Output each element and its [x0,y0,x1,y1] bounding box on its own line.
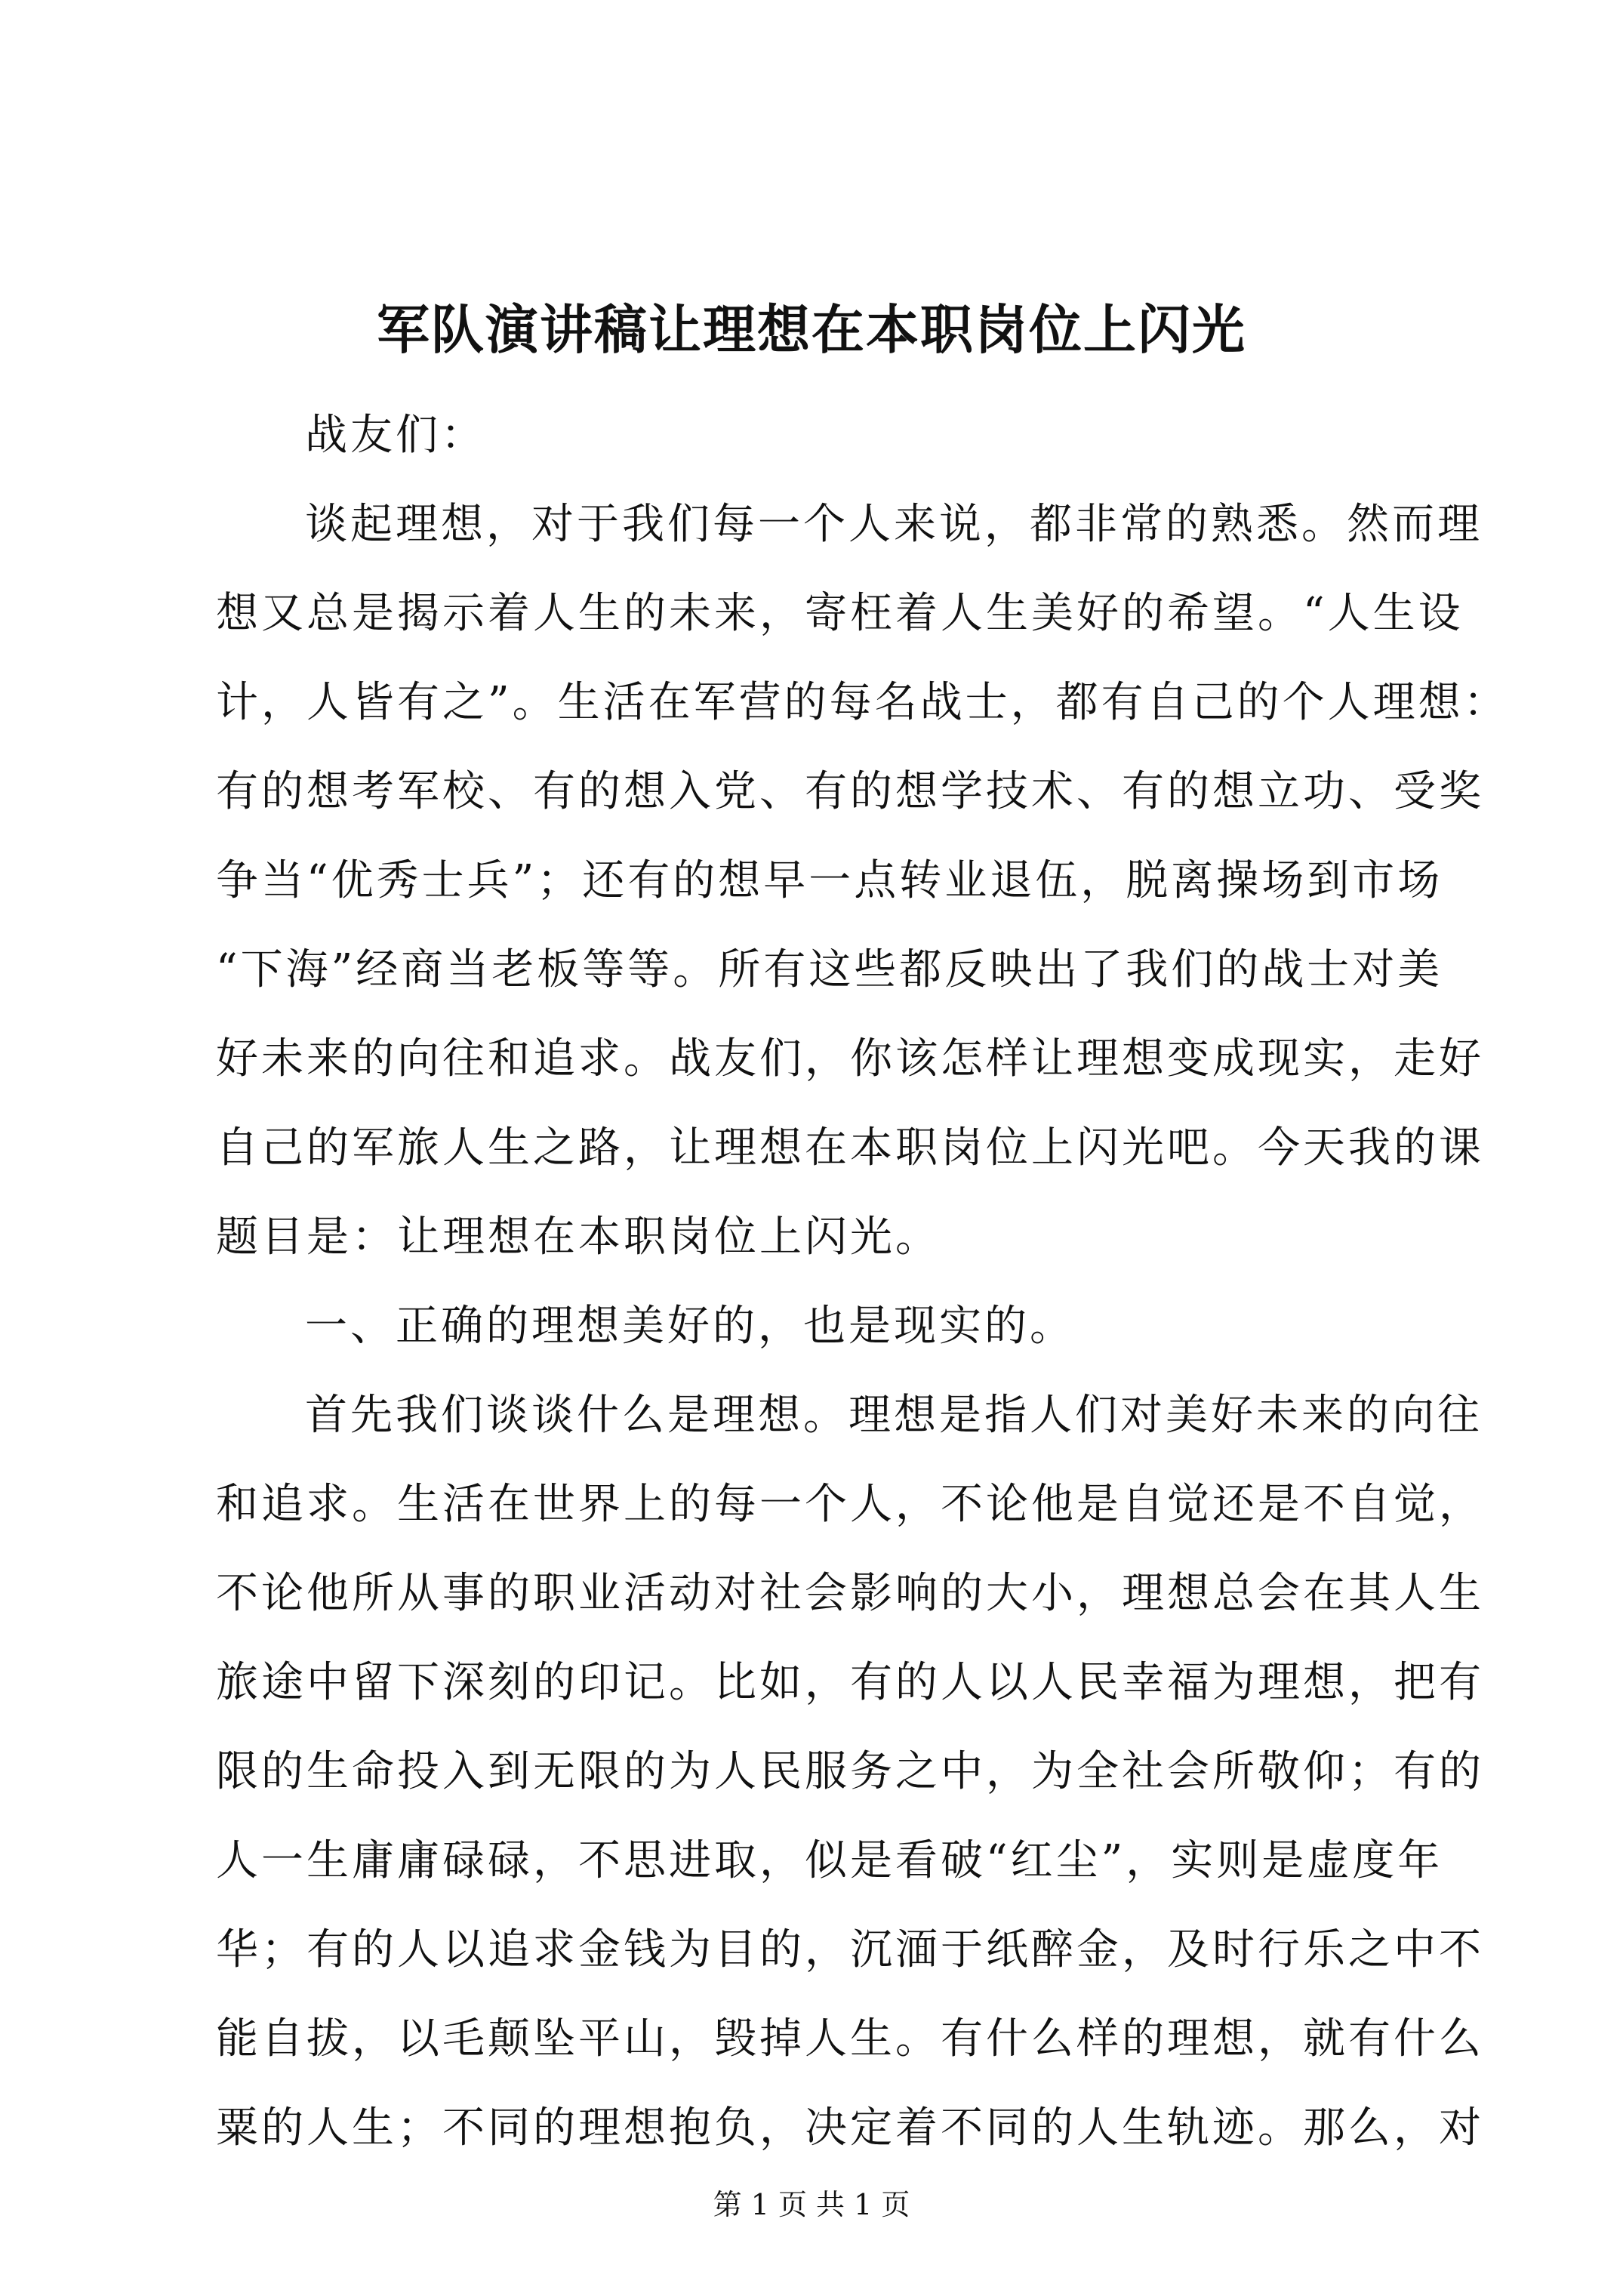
page-footer: 第 1 页 共 1 页 [713,2188,910,2221]
text-line: 限的生命投入到无限的为人民服务之中，为全社会所敬仰；有的 [216,1747,1484,1796]
salutation-line: 战友们： [305,411,486,460]
text-line: 华；有的人以追求金钱为目的，沉湎于纸醉金，及时行乐之中不 [216,1925,1484,1974]
text-line: 计，人皆有之”。生活在军营的每名战士，都有自己的个人理想： [216,678,1509,727]
text-line: 首先我们谈谈什么是理想。理想是指人们对美好未来的向往 [305,1391,1483,1440]
text-line: 人一生庸庸碌碌，不思进取，似是看破“红尘”，实则是虚度年 [216,1836,1443,1885]
text-line: 能自拔，以毛颠坠平山，毁掉人生。有什么样的理想，就有什么 [216,2014,1484,2063]
text-line: 旅途中留下深刻的印记。比如，有的人以人民幸福为理想，把有 [216,1658,1484,1707]
text-line: 好未来的向往和追求。战友们，你该怎样让理想变成现实，走好 [216,1034,1484,1083]
text-line: 谈起理想，对于我们每一个人来说，都非常的熟悉。然而理 [305,500,1483,549]
text-line: 和追求。生活在世界上的每一个人，不论他是自觉还是不自觉， [216,1480,1484,1529]
text-line: 有的想考军校、有的想入党、有的想学技术、有的想立功、受奖 [216,767,1484,816]
section-heading: 一、正确的理想美好的，也是现实的。 [305,1302,1075,1351]
text-line: 粟的人生；不同的理想抱负，决定着不同的人生轨迹。那么，对 [216,2103,1484,2153]
text-line: 自己的军旅人生之路，让理想在本职岗位上闪光吧。今天我的课 [216,1123,1484,1173]
document-body [216,391,1509,2173]
text-line: 想又总是揭示着人生的未来，寄枉着人生美好的希望。“人生设 [216,589,1464,638]
document-title: 军队演讲稿让理想在本职岗位上闪光 [377,298,1246,361]
text-line: 题目是：让理想在本职岗位上闪光。 [216,1213,941,1262]
text-line: “下海”经商当老板等等。所有这些都反映出了我们的战士对美 [216,945,1443,994]
text-line: 不论他所从事的职业活动对社会影响的大小，理想总会在其人生 [216,1569,1484,1618]
text-line: 争当“优秀士兵”；还有的想早一点转业退伍，脱离操场到市场 [216,856,1443,905]
